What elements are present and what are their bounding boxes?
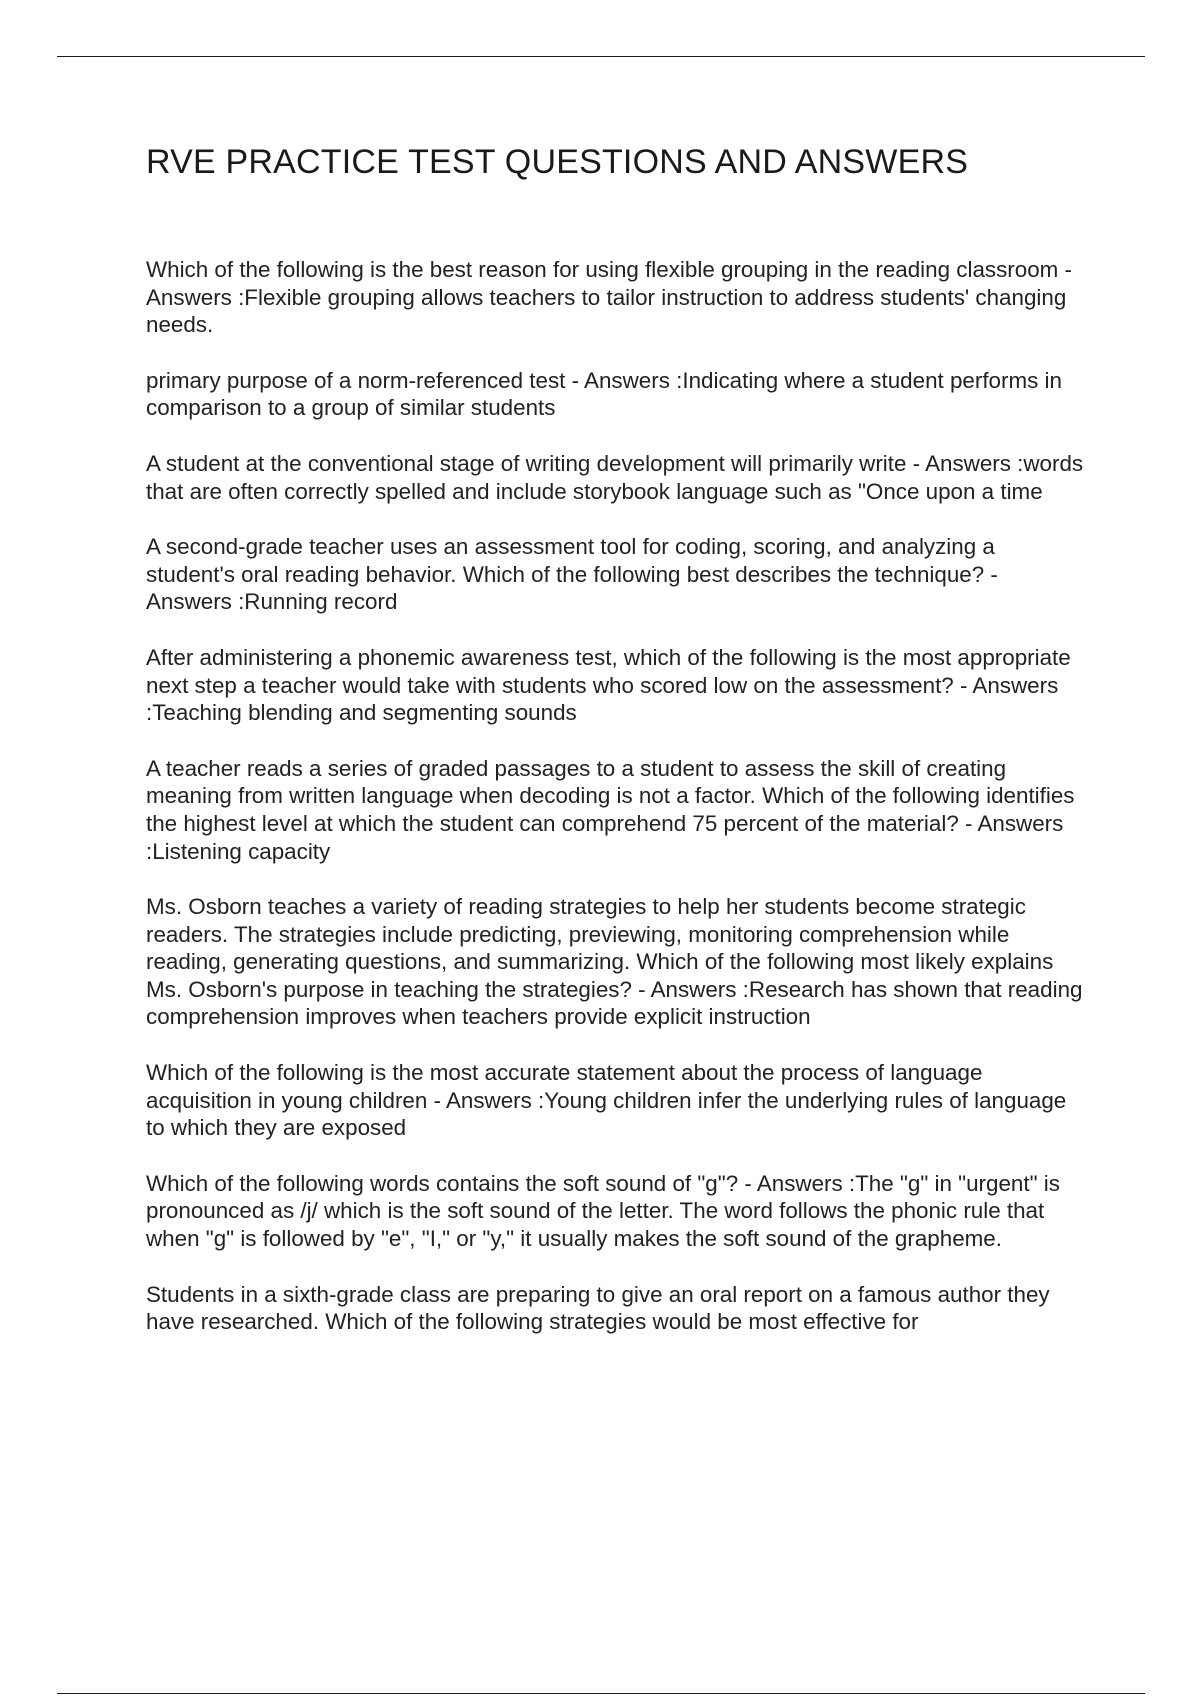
qa-item: After administering a phonemic awareness test, which of the following is the most appropriate next step a teacher would take with students who scored low on the assessment? - Answers :Teaching blending and segmenting sounds	[146, 644, 1071, 726]
qa-item: A student at the conventional stage of writing development will primarily write - Answers :words that are often correctly spelled and include storybook language such as "Once upon a time	[146, 450, 1084, 504]
qa-item: Students in a sixth-grade class are preparing to give an oral report on a famous author they have researched. Which of the following strategies would be most effective for	[146, 1281, 1050, 1335]
qa-item: primary purpose of a norm-referenced test - Answers :Indicating where a student performs in comparison to a group of similar students	[146, 367, 1062, 421]
qa-item: Ms. Osborn teaches a variety of reading strategies to help her students become strategic readers. The strategies include predicting, previewing, monitoring comprehension while reading, generating questions, and summarizing. Which of the following most likely explains Ms. Osborn's purpose in teaching the strategies? - Answers :Research has shown that reading comprehension improves when teachers provide explicit instruction	[146, 894, 1083, 1030]
document-title: RVE PRACTICE TEST QUESTIONS AND ANSWERS	[146, 143, 969, 181]
top-rule	[57, 56, 1145, 57]
qa-item: A second-grade teacher uses an assessment tool for coding, scoring, and analyzing a student's oral reading behavior. Which of the following best describes the technique? - Answers :Running record	[146, 534, 998, 615]
qa-item: A teacher reads a series of graded passages to a student to assess the skill of creating meaning from written language when decoding is not a factor. Which of the following identifies the highest level at which the student can comprehend 75 percent of the material? - Answers :Listening capacity	[146, 755, 1075, 864]
qa-item: Which of the following words contains the soft sound of "g"? - Answers :The "g" in "urgent" is pronounced as /j/ which is the soft sound of the letter. The word follows the phonic rule that when "g" is followed by "e", "I," or "y," it usually makes the soft sound of the grapheme.	[146, 1170, 1060, 1252]
bottom-rule	[57, 1693, 1145, 1694]
qa-item: Which of the following is the most accurate statement about the process of language acquisition in young children - Answers :Young children infer the underlying rules of language to which they are exposed	[146, 1060, 1067, 1141]
document-body	[146, 142, 1086, 1364]
qa-item: Which of the following is the best reason for using flexible grouping in the reading classroom - Answers :Flexible grouping allows teachers to tailor instruction to address students' changing needs.	[146, 257, 1072, 338]
